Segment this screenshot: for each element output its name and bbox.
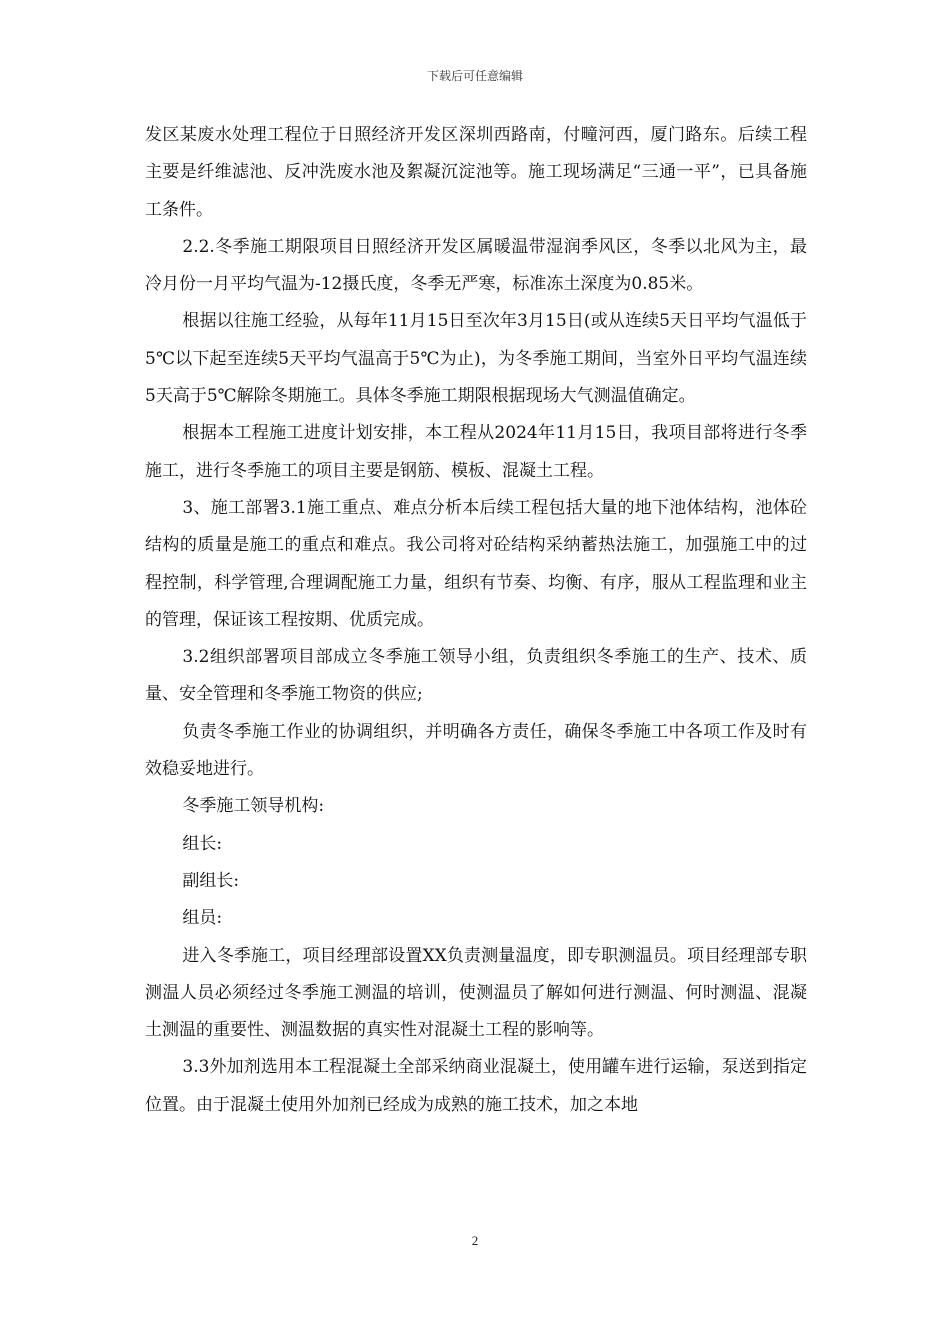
paragraph-13: 3.3外加剂选用本工程混凝土全部采纳商业混凝土，使用罐车进行运输，泵送到指定位置。由于混凝土使用外加剂已经成为成熟的施工技术，加之本地: [145, 1057, 807, 1115]
paragraph-2: 2.2.冬季施工期限项目日照经济开发区属暖温带湿润季风区，冬季以北风为主，最冷月份一月平均气温为-12摄氏度，冬季无严寒，标准冻土深度为0.85米。: [145, 236, 807, 295]
paragraph-7: 负责冬季施工作业的协调组织，并明确各方责任，确保冬季施工中各项工作及时有效稳妥地进行。: [145, 721, 807, 780]
page-number: 2: [471, 1233, 479, 1248]
paragraph-6: 3.2组织部署项目部成立冬季施工领导小组，负责组织冬季施工的生产、技术、质量、安全管理和冬季施工物资的供应;: [145, 647, 807, 705]
paragraph-9: 组长:: [182, 833, 223, 854]
page-header: 下载后可任意编辑: [426, 69, 523, 83]
paragraph-10: 副组长:: [182, 870, 240, 891]
paragraph-1: 发区某废水处理工程位于日照经济开发区深圳西路南，付疃河西，厦门路东。后续工程主要是纤维滤池、反冲洗废水池及絮凝沉淀池等。施工现场满足“三通一平”，已具备施工条件。: [145, 125, 807, 220]
paragraph-4: 根据本工程施工进度计划安排，本工程从2024年11月15日，我项目部将进行冬季施工，进行冬季施工的项目主要是钢筋、模板、混凝土工程。: [145, 423, 807, 481]
paragraph-12: 进入冬季施工，项目经理部设置XX负责测量温度，即专职测温员。项目经理部专职测温人员必须经过冬季施工测温的培训，使测温员了解如何进行测温、何时测温、混凝土测温的重要性、测温数据的真实性对混凝土工程的影响等。: [145, 945, 807, 1041]
paragraph-3: 根据以往施工经验，从每年11月15日至次年3月15日(或从连续5天日平均气温低于5℃以下起至连续5天平均气温高于5℃为止)，为冬季施工期间，当室外日平均气温连续5天高于5℃解除冬期施工。具体冬季施工期限根据现场大气测温值确定。: [145, 311, 807, 407]
paragraph-11: 组员:: [182, 908, 223, 929]
paragraph-8: 冬季施工领导机构:: [182, 796, 325, 817]
document-body: [145, 117, 807, 1124]
paragraph-5: 3、施工部署3.1施工重点、难点分析本后续工程包括大量的地下池体结构，池体砼结构的质量是施工的重点和难点。我公司将对砼结构采纳蓄热法施工，加强施工中的过程控制，科学管理,合理调配施工力量，组织有节奏、均衡、有序，服从工程监理和业主的管理，保证该工程按期、优质完成。: [145, 497, 807, 630]
